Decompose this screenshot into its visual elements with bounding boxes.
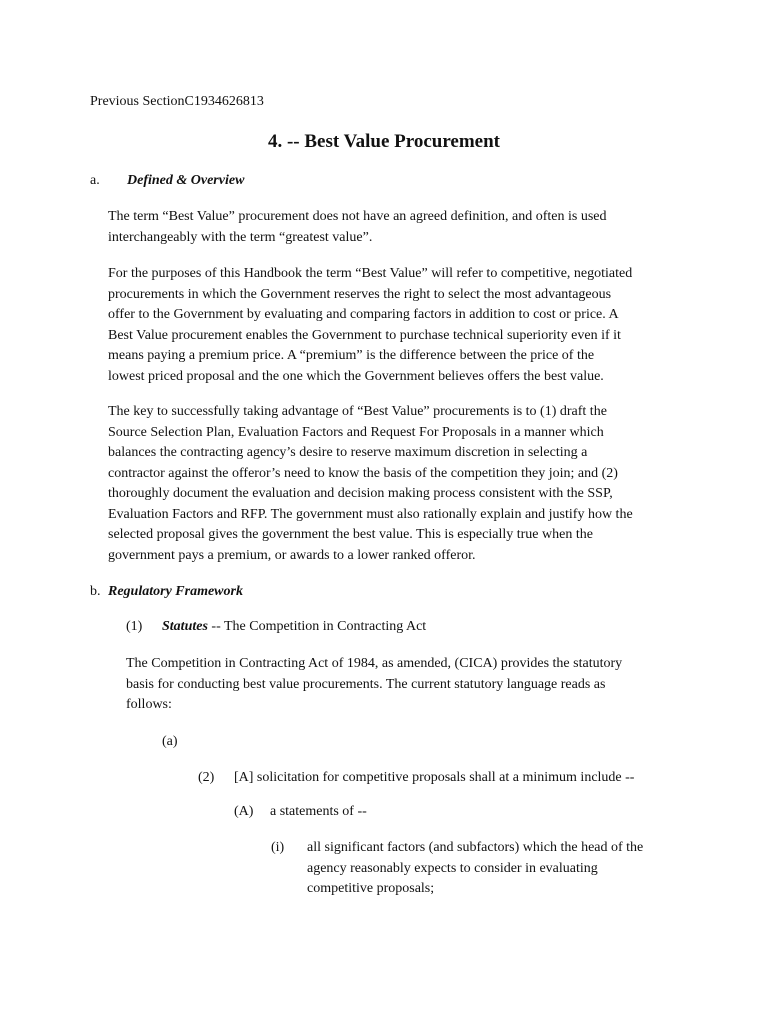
text-line: government pays a premium, or awards to a lower ranked offeror. xyxy=(108,547,476,563)
text-line: For the purposes of this Handbook the term “Best Value” will refer to competitive, negotiated xyxy=(108,266,633,281)
text-line: selected proposal gives the government the best value. This is especially true when the xyxy=(108,527,593,542)
subsection-a-marker: (a) xyxy=(162,734,178,749)
text-line: contractor against the offeror’s need to know the basis of the competition they join; and (2) xyxy=(108,465,618,481)
section-b-heading: Regulatory Framework xyxy=(108,584,243,599)
text-line: Source Selection Plan, Evaluation Factors and Request For Proposals in a manner which xyxy=(108,424,604,440)
subsection-2-number: (2) xyxy=(198,770,215,785)
section-a-paragraph-2 xyxy=(108,264,688,387)
text-line: competitive proposals; xyxy=(307,881,435,896)
section-b-marker: b. xyxy=(90,584,101,599)
text-line: The key to successfully taking advantage of “Best Value” procurements is to (1) draft the xyxy=(108,404,607,419)
text-line: balances the contracting agency’s desire to reserve maximum discretion in selecting a xyxy=(108,445,588,460)
text-line: all significant factors (and subfactors) which the head of the xyxy=(307,840,644,855)
subsection-A-text: a statements of -- xyxy=(270,804,367,819)
page-title: 4. -- Best Value Procurement xyxy=(267,131,501,152)
text-line: follows: xyxy=(126,697,172,712)
text-line: means paying a premium price. A “premium” is the difference between the price of the xyxy=(108,348,595,363)
section-a-heading: Defined & Overview xyxy=(127,173,245,188)
subsection-i-number: (i) xyxy=(271,840,285,855)
text-line: lowest priced proposal and the one which the Government believes offers the best value. xyxy=(108,368,604,384)
item-1-title xyxy=(162,617,426,638)
section-a-paragraph-1 xyxy=(108,207,688,248)
section-a-paragraph-3 xyxy=(108,402,688,566)
text-line: offer to the Government by evaluating and comparing factors in addition to cost or price. A xyxy=(108,307,619,322)
text-line: Best Value procurement enables the Government to purchase technical superiority even if it xyxy=(108,327,621,343)
text-line: thoroughly document the evaluation and decision making process consistent with the SSP, xyxy=(108,486,613,501)
text-line: Evaluation Factors and RFP. The government must also rationally explain and justify how the xyxy=(108,506,633,522)
item-1-description: -- The Competition in Contracting Act xyxy=(207,619,427,634)
section-b-paragraph-1 xyxy=(126,654,706,716)
section-a-marker: a. xyxy=(90,173,100,188)
text-line: The term “Best Value” procurement does not have an agreed definition, and often is used xyxy=(108,209,607,224)
subsection-A-number: (A) xyxy=(234,804,254,819)
text-line: The Competition in Contracting Act of 1984, as amended, (CICA) provides the statutory xyxy=(126,656,623,671)
text-line: procurements in which the Government reserves the right to select the most advantageous xyxy=(108,286,612,302)
item-1-number: (1) xyxy=(126,619,143,634)
item-1-heading: Statutes xyxy=(162,619,208,634)
text-line: basis for conducting best value procurements. The current statutory language reads as xyxy=(126,676,606,692)
subsection-i-text xyxy=(307,838,707,900)
previous-section-label: Previous SectionC1934626813 xyxy=(90,94,264,109)
text-line: agency reasonably expects to consider in evaluating xyxy=(307,860,598,876)
subsection-2-text: [A] solicitation for competitive proposals shall at a minimum include -- xyxy=(234,770,635,785)
text-line: interchangeably with the term “greatest value”. xyxy=(108,229,373,245)
